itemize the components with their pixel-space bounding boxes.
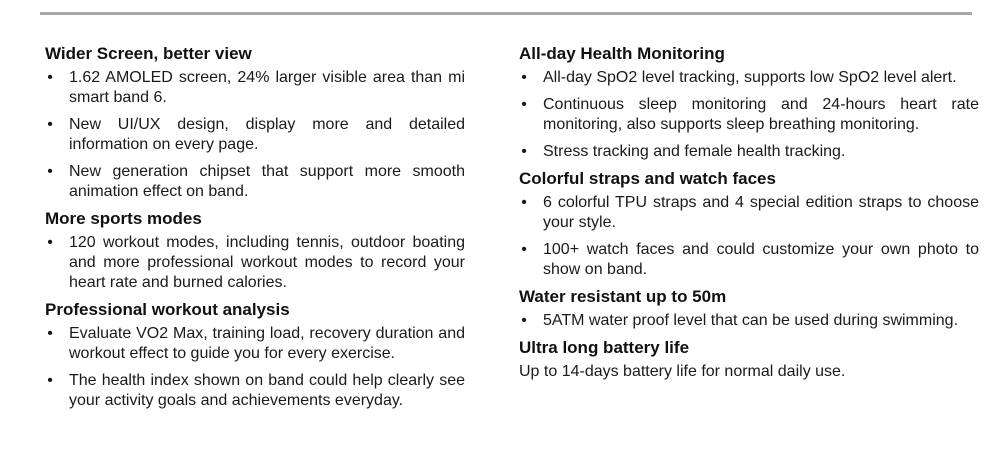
list-item <box>45 233 465 293</box>
right-column <box>519 43 979 382</box>
bullet-icon: • <box>47 116 53 133</box>
list-item-text: Evaluate VO2 Max, training load, recovery duration and workout effect to guide you for every exercise. <box>69 325 465 362</box>
list-item <box>45 68 465 108</box>
list-item-text: New UI/UX design, display more and detailed information on every page. <box>69 116 465 153</box>
bullet-icon: • <box>521 241 527 258</box>
section-heading-water-resistant: Water resistant up to 50m <box>519 287 727 306</box>
list-item-text: 6 colorful TPU straps and 4 special edition straps to choose your style. <box>543 194 979 231</box>
list-item <box>519 311 979 331</box>
list-item <box>45 162 465 202</box>
bullet-list <box>45 68 465 202</box>
section-heading-battery-life: Ultra long battery life <box>519 338 690 357</box>
bullet-icon: • <box>47 372 53 389</box>
section-heading-wider-screen: Wider Screen, better view <box>45 44 252 63</box>
list-item-text: All-day SpO2 level tracking, supports low SpO2 level alert. <box>543 69 957 86</box>
bullet-icon: • <box>521 69 527 86</box>
bullet-icon: • <box>47 234 53 251</box>
bullet-icon: • <box>521 194 527 211</box>
list-item <box>45 371 465 411</box>
top-divider <box>40 12 972 15</box>
bullet-icon: • <box>521 312 527 329</box>
list-item-text: The health index shown on band could help clearly see your activity goals and achievements everyday. <box>69 372 465 409</box>
list-item-text: 120 workout modes, including tennis, outdoor boating and more professional workout modes to record your heart rate and burned calories. <box>69 234 465 291</box>
list-item <box>519 193 979 233</box>
list-item-text: New generation chipset that support more smooth animation effect on band. <box>69 163 465 200</box>
bullet-icon: • <box>521 143 527 160</box>
list-item-text: Continuous sleep monitoring and 24-hours heart rate monitoring, also supports sleep breathing monitoring. <box>543 96 979 133</box>
bullet-list <box>519 193 979 280</box>
bullet-icon: • <box>47 325 53 342</box>
bullet-icon: • <box>47 69 53 86</box>
bullet-list <box>45 233 465 293</box>
bullet-list <box>519 68 979 162</box>
bullet-icon: • <box>521 96 527 113</box>
section-heading-workout-analysis: Professional workout analysis <box>45 300 290 319</box>
list-item <box>519 142 979 162</box>
section-heading-sports-modes: More sports modes <box>45 209 202 228</box>
list-item <box>45 115 465 155</box>
list-item-text: 5ATM water proof level that can be used during swimming. <box>543 312 959 329</box>
bullet-icon: • <box>47 163 53 180</box>
section-heading-straps-faces: Colorful straps and watch faces <box>519 169 776 188</box>
list-item <box>519 240 979 280</box>
left-column <box>45 43 465 417</box>
list-item <box>519 68 979 88</box>
section-heading-health-monitoring: All-day Health Monitoring <box>519 44 725 63</box>
list-item-text: 100+ watch faces and could customize your own photo to show on band. <box>543 241 979 278</box>
bullet-list <box>45 324 465 411</box>
bullet-list <box>519 311 979 331</box>
list-item-text: Stress tracking and female health tracking. <box>543 143 846 160</box>
list-item <box>45 324 465 364</box>
list-item-text: 1.62 AMOLED screen, 24% larger visible area than mi smart band 6. <box>69 69 465 106</box>
battery-life-text: Up to 14-days battery life for normal daily use. <box>519 363 846 380</box>
list-item <box>519 95 979 135</box>
